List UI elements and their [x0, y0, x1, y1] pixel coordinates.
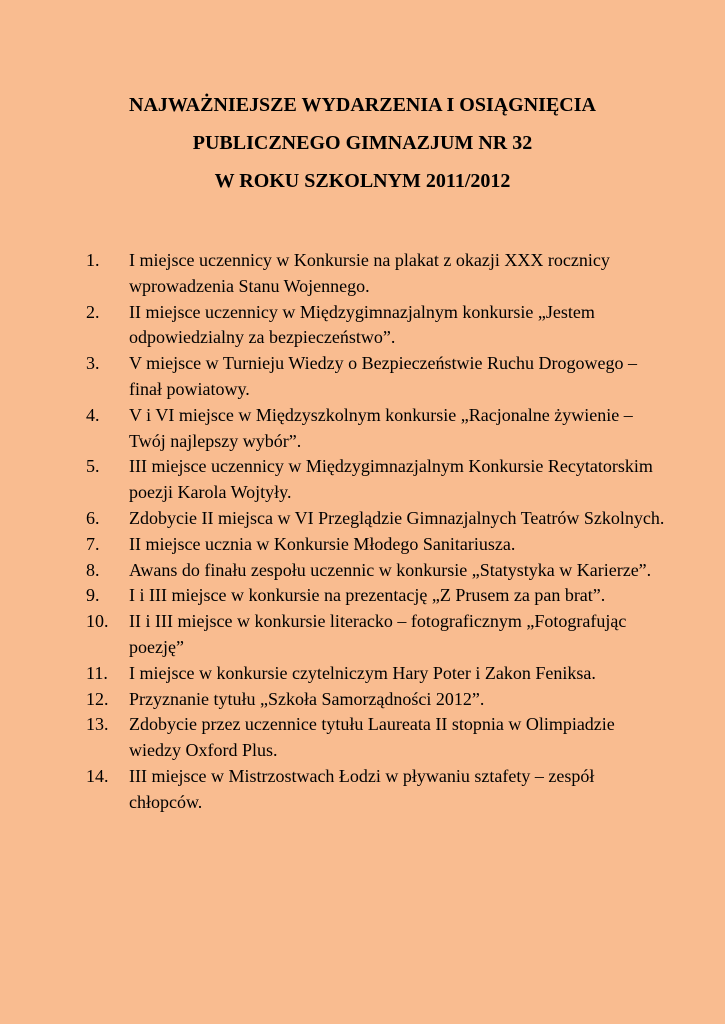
item-text: II miejsce uczennicy w Międzygimnazjalnym konkursie „Jestem odpowiedzialny za bezpieczeństwo”. [129, 301, 595, 348]
item-text: I miejsce w konkursie czytelniczym Hary Poter i Zakon Feniksa. [129, 662, 596, 683]
item-number: 4. [86, 404, 100, 425]
title-line-1: NAJWAŻNIEJSZE WYDARZENIA I OSIĄGNIĘCIA [129, 94, 596, 116]
item-number: 11. [86, 662, 108, 683]
item-text: III miejsce uczennicy w Międzygimnazjalnym Konkursie Recytatorskim poezji Karola Wojtyły. [129, 456, 653, 503]
item-number: 14. [86, 765, 109, 786]
achievements-list [86, 248, 666, 816]
item-number: 12. [86, 688, 109, 709]
item-number: 1. [86, 250, 100, 270]
list-item [86, 712, 666, 764]
title-line-3: W ROKU SZKOLNYM 2011/2012 [214, 170, 511, 192]
list-item [86, 583, 666, 609]
item-number: 13. [86, 714, 109, 735]
document-title [0, 86, 725, 200]
item-text: Zdobycie II miejsca w VI Przeglądzie Gimnazjalnych Teatrów Szkolnych. [129, 507, 665, 528]
list-item [86, 687, 666, 713]
item-text: II miejsce ucznia w Konkursie Młodego Sanitariusza. [129, 533, 516, 554]
item-number: 8. [86, 559, 100, 580]
item-text: V i VI miejsce w Międzyszkolnym konkursie „Racjonalne żywienie – Twój najlepszy wybór”. [129, 404, 633, 451]
item-number: 3. [86, 353, 100, 374]
item-number: 2. [86, 301, 100, 322]
item-text: Zdobycie przez uczennice tytułu Laureata II stopnia w Olimpiadzie wiedzy Oxford Plus. [129, 714, 615, 761]
list-item [86, 609, 666, 661]
item-text: Przyznanie tytułu „Szkoła Samorządności 2012”. [129, 688, 485, 709]
list-item [86, 300, 666, 352]
list-item [86, 506, 666, 532]
item-text: II i III miejsce w konkursie literacko – fotograficznym „Fotografując poezję” [129, 611, 627, 657]
list-item [86, 661, 666, 687]
item-number: 6. [86, 507, 100, 528]
list-item [86, 532, 666, 558]
list-item [86, 454, 666, 506]
list-item [86, 403, 666, 455]
title-line-2: PUBLICZNEGO GIMNAZJUM NR 32 [192, 132, 533, 154]
list-item [86, 558, 666, 584]
item-text: III miejsce w Mistrzostwach Łodzi w pływaniu sztafety – zespół chłopców. [129, 765, 595, 812]
item-text: V miejsce w Turnieju Wiedzy o Bezpieczeństwie Ruchu Drogowego – finał powiatowy. [129, 353, 638, 399]
item-text: I i III miejsce w konkursie na prezentację „Z Prusem za pan brat”. [129, 585, 606, 606]
item-text: Awans do finału zespołu uczennic w konkursie „Statystyka w Karierze”. [129, 559, 652, 580]
item-number: 10. [86, 611, 109, 632]
item-text: I miejsce uczennicy w Konkursie na plakat z okazji XXX rocznicy wprowadzenia Stanu Wojennego. [129, 250, 610, 296]
item-number: 9. [86, 585, 100, 606]
list-item [86, 351, 666, 403]
list-item [86, 248, 666, 300]
item-number: 7. [86, 533, 100, 554]
item-number: 5. [86, 456, 100, 477]
list-item [86, 764, 666, 816]
